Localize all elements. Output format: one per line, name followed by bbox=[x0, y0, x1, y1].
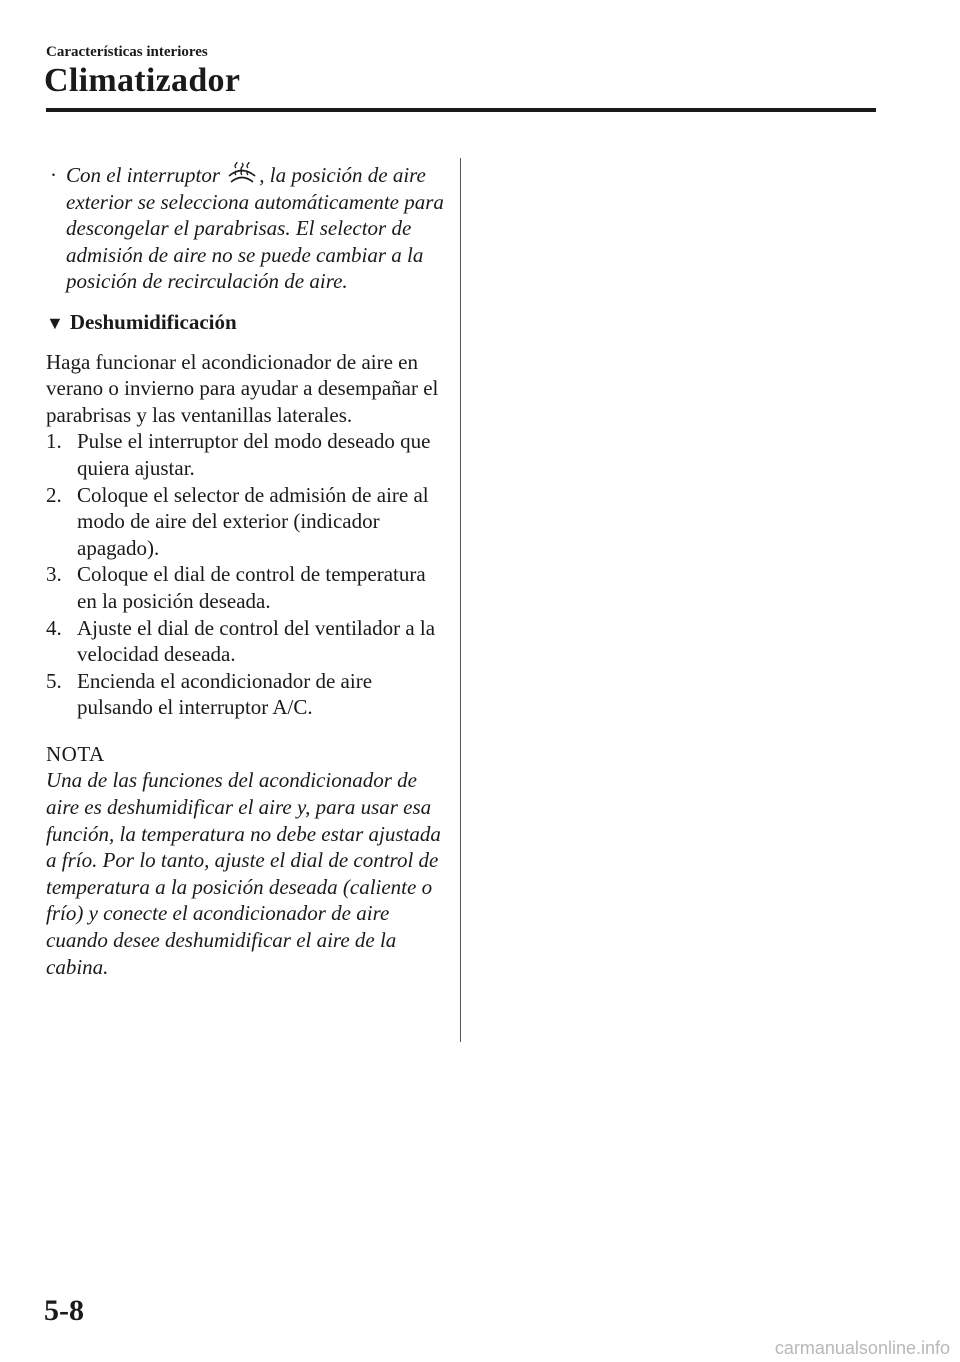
content-column bbox=[46, 162, 446, 980]
section-label: Características interiores bbox=[46, 44, 208, 60]
header-rule bbox=[46, 108, 876, 112]
note-text: Una de las funciones del acondicionador de aire es deshumidificar el aire y, para usar esa función, la temperatura no debe estar ajustada a frío. Por lo tanto, ajuste el dial de control de temperatura a la posición deseada (caliente o frío) y conecte el acondicionador de aire cuando desee deshumidificar el aire de la cabina. bbox=[46, 768, 441, 979]
triangle-down-icon: ▼ bbox=[46, 312, 64, 333]
step-text: Ajuste el dial de control del ventilador a la velocidad deseada. bbox=[77, 615, 436, 667]
bullet-dot: · bbox=[50, 163, 57, 187]
section-heading bbox=[46, 309, 446, 337]
list-item bbox=[46, 668, 446, 721]
section-heading-text: Deshumidificación bbox=[69, 309, 237, 334]
page-number: 5-8 bbox=[44, 1294, 84, 1327]
step-number: 4. bbox=[46, 615, 62, 640]
list-item bbox=[46, 482, 446, 562]
step-text: Coloque el selector de admisión de aire al modo de aire del exterior (indicador apagado). bbox=[77, 482, 429, 560]
step-number: 5. bbox=[46, 668, 62, 693]
steps-list bbox=[46, 428, 446, 721]
chapter-title: Climatizador bbox=[44, 62, 241, 99]
bullet-note bbox=[46, 162, 446, 295]
list-item bbox=[46, 615, 446, 668]
list-item bbox=[46, 428, 446, 481]
defroster-icon bbox=[225, 162, 259, 184]
bullet-text-start: Con el interruptor bbox=[66, 163, 226, 187]
bullet-text-end: , la posición de aire exterior se selecciona automáticamente para descongelar el parabrisas. El selector de admisión de aire no se puede cambiar a la posición de recirculación de aire. bbox=[66, 163, 444, 294]
intro-paragraph: Haga funcionar el acondicionador de aire en verano o invierno para ayudar a desempañar el parabrisas y las ventanillas laterales. bbox=[46, 349, 439, 427]
step-text: Pulse el interruptor del modo deseado que quiera ajustar. bbox=[77, 429, 431, 480]
note-label: NOTA bbox=[46, 741, 105, 766]
step-number: 3. bbox=[46, 562, 62, 587]
list-item bbox=[46, 561, 446, 614]
step-text: Encienda el acondicionador de aire pulsando el interruptor A/C. bbox=[77, 668, 373, 720]
step-number: 2. bbox=[46, 482, 62, 507]
step-text: Coloque el dial de control de temperatura en la posición deseada. bbox=[77, 562, 426, 613]
column-divider bbox=[460, 158, 461, 1042]
step-number: 1. bbox=[46, 429, 62, 454]
watermark: carmanualsonline.info bbox=[774, 1338, 950, 1358]
